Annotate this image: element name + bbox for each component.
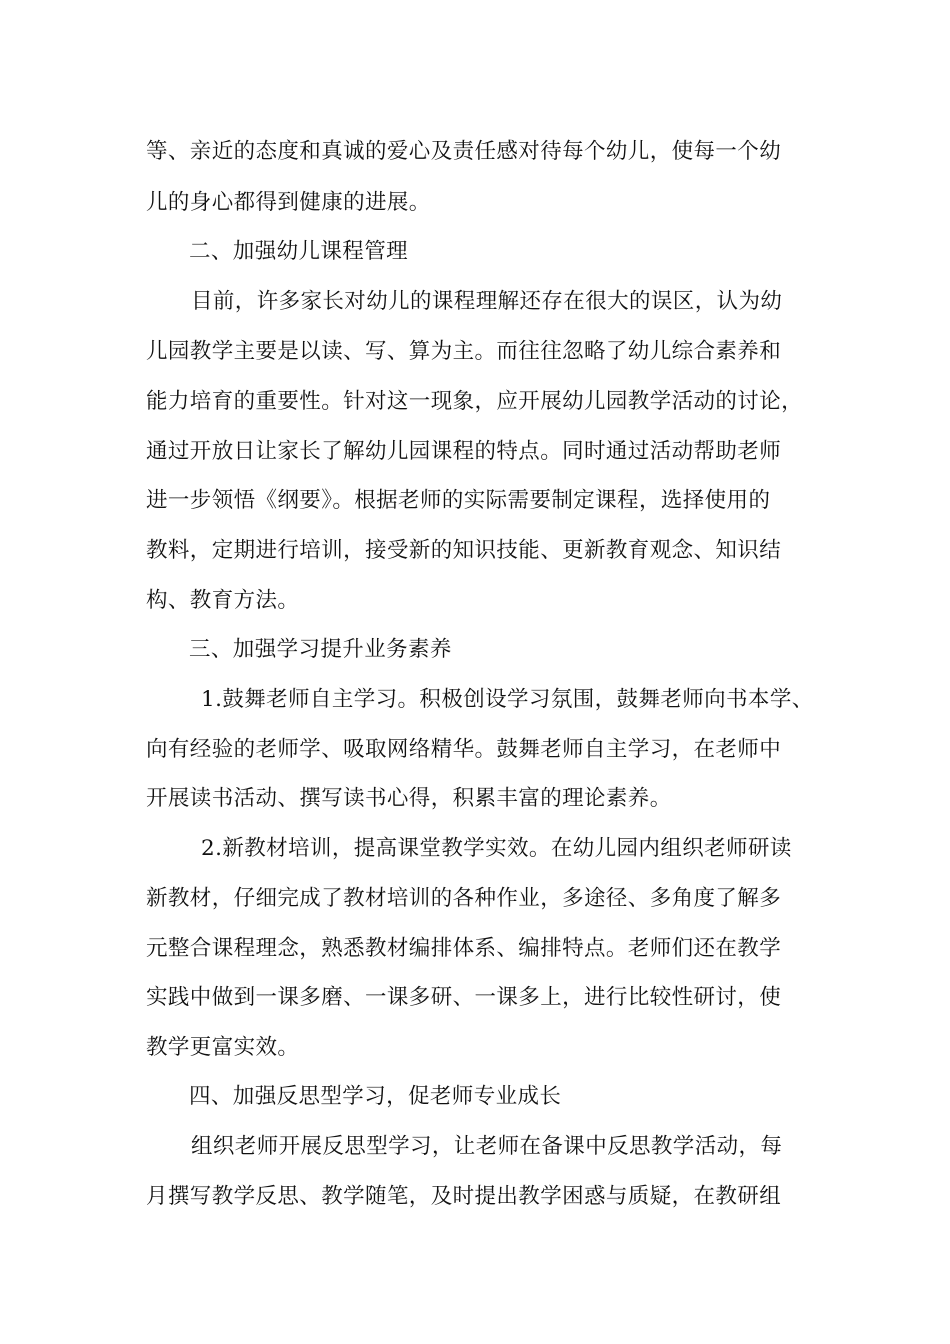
text-line: 元整合课程理念，熟悉教材编排体系、编排特点。老师们还在教学 [146, 936, 782, 961]
text-line: 儿的身心都得到健康的进展。 [146, 190, 431, 215]
text-line: 进一步领悟《纲要》。根据老师的实际需要制定课程，选择使用的 [146, 488, 771, 513]
text-line: 2.新教材培训，提高课堂教学实效。在幼儿园内组织老师研读 [201, 836, 792, 861]
text-line: 教学更富实效。 [146, 1035, 300, 1060]
text-line: 儿园教学主要是以读、写、算为主。而往往忽略了幼儿综合素养和 [146, 339, 782, 364]
text-line: 教料，定期进行培训，接受新的知识技能、更新教育观念、知识结 [146, 538, 782, 563]
text-line: 开展读书活动、撰写读书心得，积累丰富的理论素养。 [146, 786, 672, 811]
text-line: 目前，许多家长对幼儿的课程理解还存在很大的误区，认为幼 [191, 289, 783, 314]
text-line: 新教材，仔细完成了教材培训的各种作业，多途径、多角度了解多 [146, 886, 782, 911]
text-line: 1.鼓舞老师自主学习。积极创设学习氛围，鼓舞老师向书本学、 [201, 687, 814, 712]
section-heading: 三、加强学习提升业务素养 [189, 637, 452, 662]
text-line: 能力培育的重要性。针对这一现象，应开展幼儿园教学活动的讨论， [146, 389, 804, 414]
section-heading: 四、加强反思型学习，促老师专业成长 [189, 1084, 562, 1109]
text-line: 构、教育方法。 [146, 588, 300, 613]
text-line: 月撰写教学反思、教学随笔，及时提出教学困惑与质疑，在教研组 [146, 1184, 782, 1209]
text-line: 通过开放日让家长了解幼儿园课程的特点。同时通过活动帮助老师 [146, 439, 782, 464]
text-line: 等、亲近的态度和真诚的爱心及责任感对待每个幼儿，使每一个幼 [146, 139, 782, 164]
text-line: 组织老师开展反思型学习，让老师在备课中反思教学活动，每 [191, 1134, 783, 1159]
section-heading: 二、加强幼儿课程管理 [189, 239, 409, 264]
text-line: 实践中做到一课多磨、一课多研、一课多上，进行比较性研讨，使 [146, 985, 782, 1010]
text-line: 向有经验的老师学、吸取网络精华。鼓舞老师自主学习，在老师中 [146, 737, 782, 762]
